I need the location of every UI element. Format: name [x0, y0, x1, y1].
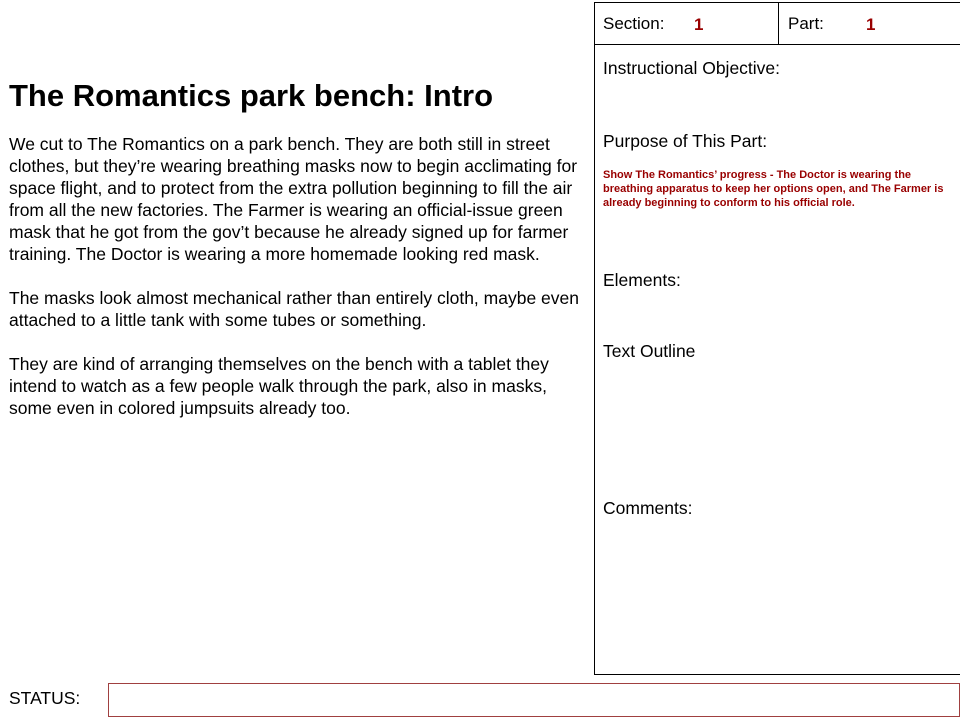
section-label: Section: — [603, 14, 665, 33]
part-label: Part: — [788, 14, 824, 33]
purpose-text[interactable]: Show The Romantics’ progress - The Doctor is wearing the breathing apparatus to keep her options open, and The Farmer is already beginning to conform to his official role. — [603, 169, 944, 209]
elements-label: Elements: — [603, 270, 681, 290]
section-cell — [595, 3, 779, 45]
text-outline-label: Text Outline — [603, 341, 696, 361]
storyboard-info-panel — [594, 2, 960, 675]
part-cell — [779, 3, 960, 45]
description-body — [9, 133, 587, 441]
description-paragraph: The masks look almost mechanical rather than entirely cloth, maybe even attached to a little tank with some tubes or something. — [9, 288, 579, 330]
description-paragraph: They are kind of arranging themselves on the bench with a tablet they intend to watch as a few people walk through the park, also in masks, some even in colored jumpsuits already too. — [9, 354, 549, 418]
section-value[interactable]: 1 — [694, 15, 704, 34]
part-value[interactable]: 1 — [866, 15, 876, 34]
comments-label: Comments: — [603, 498, 693, 518]
status-label: STATUS: — [9, 688, 81, 708]
instructional-objective-label: Instructional Objective: — [603, 58, 781, 78]
description-paragraph: We cut to The Romantics on a park bench. They are both still in street clothes, but they’re wearing breathing masks now to begin acclimating for space flight, and to protect from the extra pollution beginning to fill the air from all the new factories. The Farmer is wearing an official-issue green mask that he got from the gov’t because he already signed up for farmer training. The Doctor is wearing a more homemade looking red mask. — [9, 134, 578, 264]
purpose-label: Purpose of This Part: — [603, 131, 768, 151]
page-title: The Romantics park bench: Intro — [9, 78, 494, 113]
status-field[interactable] — [108, 683, 960, 717]
